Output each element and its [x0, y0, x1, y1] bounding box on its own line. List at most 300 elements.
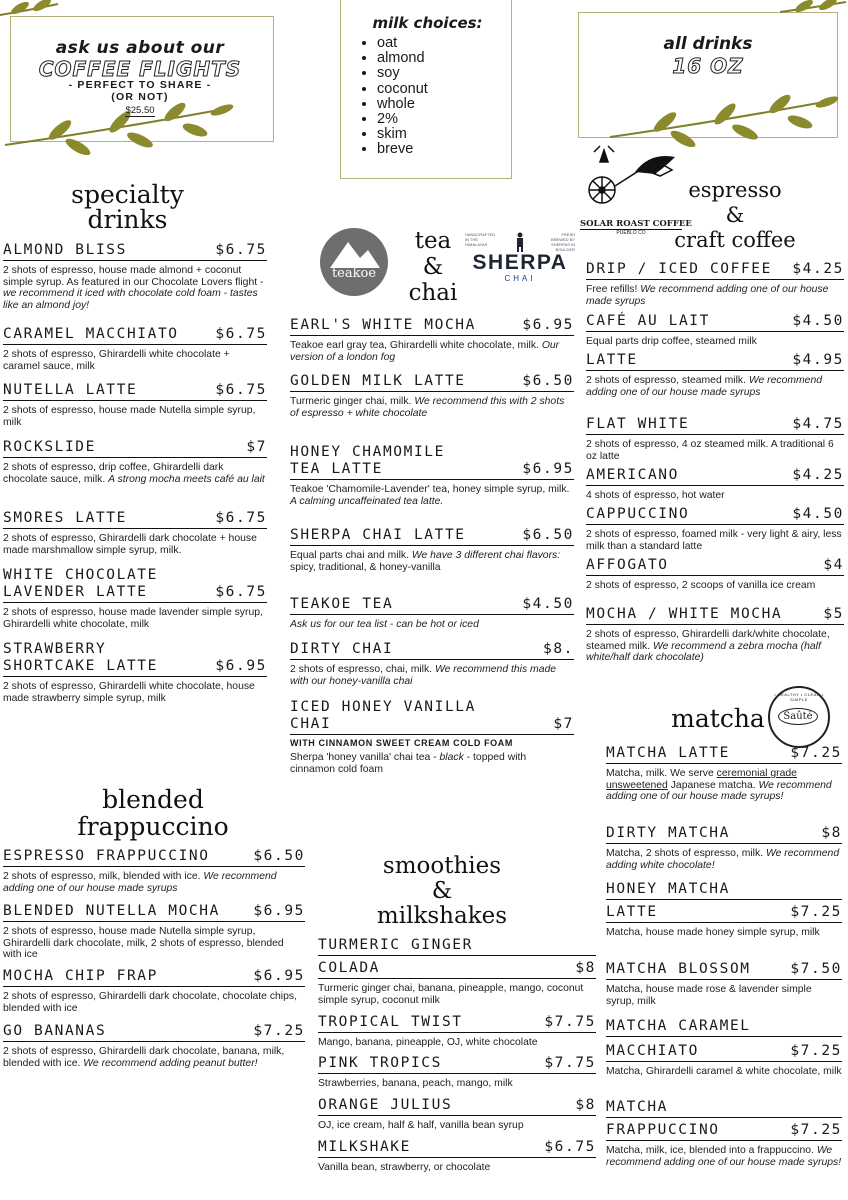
menu-item-description — [586, 439, 844, 462]
menu-item-price: $7.25 — [790, 1043, 842, 1059]
menu-item-price: $7.25 — [790, 904, 842, 920]
menu-item-header — [318, 1097, 596, 1116]
menu-item-description — [3, 991, 305, 1014]
menu-item-price: $6.50 — [253, 848, 305, 864]
description-text: 2 shots of espresso, 2 scoops of vanilla ice cream — [586, 580, 816, 591]
description-text: Teakoe earl gray tea, Ghirardelli white chocolate, milk. — [290, 340, 542, 351]
menu-item-description — [3, 607, 267, 630]
menu-item[interactable] — [606, 961, 842, 1007]
description-text: 2 shots of espresso, Ghirardelli white chocolate + caramel sauce, milk — [3, 349, 230, 372]
menu-item[interactable] — [290, 317, 574, 363]
description-text: Matcha, Ghirardelli caramel & white chocolate, milk — [606, 1066, 842, 1077]
menu-item-name: MATCHA — [606, 1099, 668, 1115]
milk-title: milk choices: — [372, 14, 483, 32]
sherpa-tag-right: FRESH BREWED BY SHERPAS IN BOULDER — [550, 232, 575, 252]
menu-item-name: ORANGE JULIUS — [318, 1097, 453, 1113]
menu-item[interactable] — [290, 373, 574, 419]
menu-item-header — [606, 745, 842, 764]
description-text: - topped with cinnamon cold foam — [290, 752, 527, 775]
menu-item-price: $7.50 — [790, 961, 842, 977]
description-italic: A calming uncaffeinated tea latte. — [290, 495, 444, 507]
menu-item-header — [606, 825, 842, 844]
tea-title-1: tea — [414, 228, 452, 254]
menu-item-description — [290, 340, 574, 363]
menu-item-header — [290, 444, 574, 480]
description-italic: We recommend this made with our honey-vanilla chai — [290, 664, 557, 687]
menu-item-description — [606, 848, 842, 871]
menu-item[interactable] — [586, 313, 844, 348]
menu-item-header — [318, 937, 596, 956]
description-text: 2 shots of espresso, foamed milk - very light & airy, less milk than a standard latte — [586, 529, 842, 552]
description-italic: We recommend adding one of our house made syrups — [3, 871, 277, 894]
size-line1: all drinks — [663, 34, 753, 54]
size-box — [590, 34, 826, 78]
description-text: Sherpa 'honey vanilla' chai tea - — [290, 752, 440, 763]
specialty-title-2: drinks — [87, 205, 168, 234]
menu-item[interactable] — [3, 326, 267, 372]
menu-item-price: $7.25 — [790, 1122, 842, 1138]
blended-title-1: blended — [102, 785, 204, 814]
menu-item-description — [3, 349, 267, 372]
menu-item-header — [290, 699, 574, 735]
menu-item-price: $4.50 — [792, 506, 844, 522]
menu-item-price: $4 — [823, 557, 844, 573]
menu-item-header — [290, 527, 574, 546]
saute-ring-text: • HEALTHY • CLEAN • SIMPLE — [774, 692, 824, 702]
menu-item-description — [606, 927, 842, 939]
menu-item[interactable] — [3, 382, 267, 428]
menu-item-name: STRAWBERRY SHORTCAKE LATTE — [3, 641, 158, 674]
menu-item-description — [318, 1162, 596, 1174]
menu-item[interactable] — [3, 439, 267, 485]
description-text: Teakoe 'Chamomile-Lavender' tea, honey simple syrup, milk. — [290, 484, 570, 495]
smoothies-title-3: milkshakes — [376, 903, 508, 929]
menu-item-name: CAPPUCCINO — [586, 506, 690, 522]
menu-item-name: ESPRESSO FRAPPUCCINO — [3, 848, 210, 864]
tea-title-3: chai — [408, 280, 458, 306]
menu-item-name: LATTE — [586, 352, 638, 368]
menu-item-price: $6.75 — [215, 242, 267, 258]
menu-item-price: $7.75 — [544, 1014, 596, 1030]
menu-item-price: $4.95 — [792, 352, 844, 368]
menu-item-name: TURMERIC GINGER — [318, 937, 473, 953]
menu-item[interactable] — [3, 641, 267, 704]
menu-item[interactable] — [3, 968, 305, 1014]
menu-item-name: ROCKSLIDE — [3, 439, 96, 455]
menu-item-description — [606, 1145, 842, 1168]
description-italic: We recommend adding peanut butter! — [83, 1057, 258, 1069]
description-text: OJ, ice cream, half & half, vanilla bean syrup — [318, 1120, 524, 1131]
milk-option: • breve — [377, 142, 500, 157]
blended-heading — [60, 786, 246, 840]
saute-logo — [768, 686, 830, 748]
espresso-title-1: espresso — [688, 178, 782, 202]
menu-item[interactable] — [586, 467, 844, 502]
menu-item-description — [3, 926, 305, 961]
promo-price — [24, 105, 256, 116]
menu-item[interactable] — [606, 881, 842, 900]
menu-item-header — [318, 1055, 596, 1074]
specialty-title-1: specialty — [71, 180, 184, 209]
menu-item[interactable] — [290, 527, 574, 573]
menu-item-name: BLENDED NUTELLA MOCHA — [3, 903, 220, 919]
menu-item-description — [3, 265, 267, 311]
description-italic: Ask us for our tea list - can be hot or iced — [290, 619, 479, 630]
menu-item-description — [586, 284, 844, 307]
menu-item-header — [606, 961, 842, 980]
menu-item-name: NUTELLA LATTE — [3, 382, 138, 398]
saute-logo-text: Saûté — [778, 708, 818, 725]
menu-item-header — [3, 510, 267, 529]
menu-item-name: SMORES LATTE — [3, 510, 127, 526]
description-italic: We recommend adding one of our house made syrups — [586, 284, 829, 307]
mountain-icon — [320, 228, 388, 296]
menu-item-description — [290, 484, 574, 507]
milk-option: • almond — [377, 51, 500, 66]
description-text: 2 shots of espresso, steamed milk. — [586, 375, 749, 386]
menu-item-price: $7.25 — [790, 745, 842, 761]
sherpa-tag-left: HANDCRAFTED IN THE HIMALAYAS — [465, 232, 496, 247]
description-text: spicy, traditional, & honey-vanilla — [290, 561, 441, 573]
menu-item-header — [318, 960, 596, 979]
menu-item-description — [290, 664, 574, 687]
description-text: 2 shots of espresso, Ghirardelli dark chocolate, banana, milk, blended with ice. — [3, 1046, 285, 1069]
menu-item-description — [3, 462, 267, 485]
menu-item-price: $6.75 — [215, 326, 267, 342]
menu-item-description — [586, 375, 844, 398]
teakoe-logo — [320, 228, 388, 296]
menu-item[interactable] — [290, 596, 574, 631]
menu-item-header — [586, 506, 844, 525]
menu-item-name: MATCHA LATTE — [606, 745, 730, 761]
menu-item-description — [290, 396, 574, 419]
menu-item[interactable] — [586, 557, 844, 592]
description-italic: Our version of a london fog — [290, 340, 560, 363]
tea-title-2: & — [422, 254, 444, 280]
menu-item-price: $6.50 — [522, 373, 574, 389]
menu-item-header — [290, 641, 574, 660]
description-text: Matcha, house made honey simple syrup, milk — [606, 927, 820, 938]
menu-item-price: $6.95 — [253, 968, 305, 984]
menu-item-header — [586, 352, 844, 371]
menu-item-price: $6.75 — [215, 584, 267, 600]
description-text: 2 shots of espresso, chai, milk. — [290, 664, 435, 675]
sherpa-logo — [465, 232, 575, 283]
menu-item-name: MATCHA BLOSSOM — [606, 961, 751, 977]
menu-item-header — [3, 439, 267, 458]
milk-option: • whole — [377, 97, 500, 112]
description-italic: We have 3 different chai flavors: — [411, 550, 561, 561]
menu-item-name: CARAMEL MACCHIATO — [3, 326, 179, 342]
menu-item-header — [318, 1014, 596, 1033]
menu-item[interactable] — [3, 242, 267, 311]
menu-item-name: COLADA — [318, 960, 380, 976]
sherpa-tagline — [465, 232, 575, 252]
menu-item-name: MOCHA CHIP FRAP — [3, 968, 158, 984]
menu-item[interactable] — [606, 1018, 842, 1037]
promo-line2: COFFEE FLIGHTS — [38, 57, 242, 81]
menu-item-description — [586, 580, 844, 592]
menu-item-name: HONEY MATCHA — [606, 881, 730, 897]
milk-option: • oat — [377, 36, 500, 51]
description-italic: We recommend adding white chocolate! — [606, 848, 840, 871]
espresso-title-2: & — [725, 203, 745, 227]
description-text: Matcha, house made rose & lavender simple syrup, milk — [606, 984, 812, 1007]
smoothies-title-2: & — [431, 878, 453, 904]
menu-item-price: $8 — [821, 825, 842, 841]
smoothies-title-1: smoothies — [382, 853, 502, 879]
description-text: 2 shots of espresso, milk, blended with ice. — [3, 871, 204, 882]
description-text: 2 shots of espresso, Ghirardelli white chocolate, house made strawberry simple syrup, milk — [3, 681, 255, 704]
menu-item-header — [318, 1139, 596, 1158]
menu-item[interactable] — [586, 606, 844, 664]
description-text: Turmeric ginger chai, banana, pineapple, mango, coconut simple syrup, coconut milk — [318, 983, 584, 1006]
menu-item-price: $7.75 — [544, 1055, 596, 1071]
menu-item-header — [606, 881, 842, 900]
menu-item-description — [290, 550, 574, 573]
menu-item-name: WHITE CHOCOLATE LAVENDER LATTE — [3, 567, 158, 600]
menu-item-description — [586, 529, 844, 552]
menu-item-header — [3, 326, 267, 345]
description-text: Vanilla bean, strawberry, or chocolate — [318, 1162, 491, 1173]
promo-line3: - PERFECT TO SHARE - — [68, 79, 212, 91]
menu-item-name: ALMOND BLISS — [3, 242, 127, 258]
menu-item-name: DRIP / ICED COFFEE — [586, 261, 772, 277]
description-italic: A strong mocha meets café au lait — [108, 473, 265, 485]
description-italic: We recommend adding one of our house made syrups! — [606, 1145, 842, 1168]
menu-item[interactable] — [290, 641, 574, 687]
menu-item[interactable] — [606, 1099, 842, 1118]
promo-line4: (OR NOT) — [111, 91, 169, 103]
menu-item[interactable] — [3, 510, 267, 556]
description-text: Matcha, milk, ice, blended into a frappuccino. — [606, 1145, 817, 1156]
matcha-heading — [668, 706, 768, 731]
menu-item-description — [606, 984, 842, 1007]
description-text: Mango, banana, pineapple, OJ, white chocolate — [318, 1037, 538, 1048]
menu-item[interactable] — [606, 1122, 842, 1168]
menu-item[interactable] — [3, 1023, 305, 1069]
menu-item-name: MOCHA / WHITE MOCHA — [586, 606, 783, 622]
menu-item[interactable] — [290, 699, 574, 775]
menu-item-header — [3, 968, 305, 987]
menu-item-description — [318, 1120, 596, 1132]
menu-item[interactable] — [3, 848, 305, 894]
menu-item[interactable] — [606, 745, 842, 803]
menu-item-price: $8 — [575, 1097, 596, 1113]
menu-item-price: $7 — [246, 439, 267, 455]
menu-item-name: MILKSHAKE — [318, 1139, 411, 1155]
menu-item-name: TEAKOE TEA — [290, 596, 394, 612]
menu-item-name: AFFOGATO — [586, 557, 669, 573]
menu-item-name: PINK TROPICS — [318, 1055, 442, 1071]
menu-item-header — [606, 1018, 842, 1037]
solar-roast-sub: PUEBLO CO — [616, 230, 646, 236]
menu-item[interactable] — [318, 1055, 596, 1090]
menu-item[interactable] — [586, 416, 844, 462]
description-text: Matcha, 2 shots of espresso, milk. — [606, 848, 766, 859]
menu-item-name: HONEY CHAMOMILE TEA LATTE — [290, 444, 445, 477]
description-italic: black — [439, 752, 464, 763]
description-text: Strawberries, banana, peach, mango, milk — [318, 1078, 513, 1089]
menu-item[interactable] — [606, 904, 842, 939]
menu-item-header — [586, 313, 844, 332]
menu-item-price: $6.95 — [215, 658, 267, 674]
description-italic: We recommend this with 2 shots of espresso + white chocolate — [290, 396, 565, 419]
size-line2: 16 OZ — [672, 54, 744, 78]
menu-item-name: DIRTY MATCHA — [606, 825, 730, 841]
sherpa-logo-text: SHERPA — [472, 251, 568, 274]
leaf-branch-icon — [605, 92, 845, 147]
espresso-title-3: craft coffee — [674, 228, 796, 252]
menu-item[interactable] — [606, 825, 842, 871]
description-italic: We recommend a zebra mocha (half white/half dark chocolate) — [586, 640, 821, 663]
leaf-branch-icon — [780, 0, 848, 22]
menu-item-description — [586, 629, 844, 664]
menu-item-description — [3, 1046, 305, 1069]
description-text: 2 shots of espresso, Ghirardelli dark chocolate + house made marshmallow simple syrup, milk. — [3, 533, 257, 556]
menu-item-header — [290, 373, 574, 392]
milk-option: • coconut — [377, 82, 500, 97]
menu-item-header — [3, 641, 267, 677]
menu-item-price: $4.50 — [792, 313, 844, 329]
description-text: 2 shots of espresso, Ghirardelli dark/white chocolate, steamed milk. — [586, 629, 830, 652]
specialty-heading — [40, 182, 215, 232]
menu-item-description — [606, 1066, 842, 1078]
sherpa-logo-sub: CHAI — [504, 274, 536, 283]
description-text: 2 shots of espresso, house made Nutella simple syrup, Ghirardelli dark chocolate, milk, 2 shots of espresso, blended with ice — [3, 926, 284, 960]
solar-roast-text: SOLAR ROAST COFFEE — [580, 219, 692, 229]
menu-item[interactable] — [3, 567, 267, 630]
description-text: Equal parts drip coffee, steamed milk — [586, 336, 757, 347]
menu-item[interactable] — [318, 937, 596, 956]
menu-item-name: LATTE — [606, 904, 658, 920]
menu-item-description — [3, 405, 267, 428]
menu-item-header — [3, 1023, 305, 1042]
menu-item-price: $6.95 — [253, 903, 305, 919]
description-text: 4 shots of espresso, hot water — [586, 490, 725, 501]
milk-option: • 2% — [377, 112, 500, 127]
description-text: Matcha, milk. We serve — [606, 768, 717, 779]
menu-item-price: $7 — [553, 716, 574, 732]
description-text: 2 shots of espresso, house made almond + coconut simple syrup. As featured in our Chocolate Lovers flight - — [3, 265, 264, 288]
menu-item-price: $4.25 — [792, 261, 844, 277]
menu-item-header — [586, 261, 844, 280]
menu-item-price: $7.25 — [253, 1023, 305, 1039]
description-italic: we recommend it iced with chocolate cold foam - tastes like an almond joy! — [3, 288, 258, 311]
menu-item[interactable] — [586, 506, 844, 552]
menu-item-price: $6.75 — [215, 510, 267, 526]
menu-item-name: SHERPA CHAI LATTE — [290, 527, 466, 543]
menu-item-header — [586, 557, 844, 576]
menu-item-description — [318, 983, 596, 1006]
menu-item-header — [290, 317, 574, 336]
menu-item-header — [606, 904, 842, 923]
menu-item-description — [290, 619, 574, 631]
menu-item-header — [586, 467, 844, 486]
description-text: 2 shots of espresso, house made lavender simple syrup, Ghirardelli white chocolate, milk — [3, 607, 263, 630]
menu-item-name: FLAT WHITE — [586, 416, 690, 432]
menu-item-description — [3, 533, 267, 556]
menu-item[interactable] — [586, 352, 844, 398]
description-text: 2 shots of espresso, house made Nutella simple syrup, milk — [3, 405, 256, 428]
leaf-branch-icon — [0, 0, 60, 22]
menu-item-name: CAFÉ AU LAIT — [586, 313, 710, 329]
menu-item-description — [318, 1037, 596, 1049]
menu-item[interactable] — [586, 261, 844, 307]
menu-item-description — [3, 681, 267, 704]
espresso-heading — [660, 178, 810, 253]
menu-item-price: $4.75 — [792, 416, 844, 432]
menu-item-price: $5 — [823, 606, 844, 622]
menu-item-price: $6.50 — [522, 527, 574, 543]
milk-list — [355, 36, 500, 158]
description-text: Turmeric ginger chai, milk. — [290, 396, 415, 407]
menu-item-price: $6.75 — [215, 382, 267, 398]
menu-item-description — [318, 1078, 596, 1090]
blended-title-2: frappuccino — [77, 812, 229, 841]
menu-item-header — [586, 416, 844, 435]
menu-item-header — [606, 1122, 842, 1141]
menu-item-name: ICED HONEY VANILLA CHAI — [290, 699, 476, 732]
description-text: 2 shots of espresso, drip coffee, Ghirardelli dark chocolate sauce, milk. — [3, 462, 224, 485]
menu-item-price: $6.95 — [522, 317, 574, 333]
menu-item-price: $8. — [543, 641, 574, 657]
menu-item-price: $6.75 — [544, 1139, 596, 1155]
menu-item-description — [586, 336, 844, 348]
menu-item-name: MACCHIATO — [606, 1043, 699, 1059]
menu-item-price: $4.50 — [522, 596, 574, 612]
menu-item-subtitle: WITH CINNAMON SWEET CREAM COLD FOAM — [290, 738, 513, 748]
description-text: 2 shots of espresso, Ghirardelli dark chocolate, chocolate chips, blended with ice — [3, 991, 297, 1014]
menu-item[interactable] — [290, 444, 574, 507]
sherpa-figure-icon — [512, 232, 528, 252]
menu-item-header — [3, 242, 267, 261]
description-text: Free refills! — [586, 284, 641, 295]
menu-item-price: $6.95 — [522, 461, 574, 477]
menu-item-header — [3, 903, 305, 922]
tea-heading — [394, 228, 472, 306]
milk-option: • skim — [377, 127, 500, 142]
milk-option: • soy — [377, 66, 500, 81]
menu-item[interactable] — [3, 903, 305, 961]
promo-price-value: $25.50 — [125, 105, 155, 116]
promo-line1: ask us about our — [55, 38, 225, 58]
menu-item-name: AMERICANO — [586, 467, 679, 483]
menu-item-description — [290, 752, 574, 775]
menu-item[interactable] — [318, 1097, 596, 1132]
menu-item-name: DIRTY CHAI — [290, 641, 394, 657]
menu-item-header — [606, 1043, 842, 1062]
promo-box — [24, 38, 256, 116]
smoothies-heading — [362, 854, 522, 929]
menu-item[interactable] — [318, 960, 596, 1006]
menu-item[interactable] — [318, 1139, 596, 1174]
menu-item-name: MATCHA CARAMEL — [606, 1018, 751, 1034]
menu-item[interactable] — [318, 1014, 596, 1049]
menu-item-header — [290, 596, 574, 615]
menu-item-description — [606, 768, 842, 803]
menu-item-header — [3, 382, 267, 401]
description-text: Equal parts chai and milk. — [290, 550, 412, 561]
menu-item-name: FRAPPUCCINO — [606, 1122, 720, 1138]
menu-item-name: EARL'S WHITE MOCHA — [290, 317, 476, 333]
teakoe-logo-text: teakoe — [331, 266, 377, 281]
description-italic: We recommend adding one of our house made syrups — [586, 375, 823, 398]
description-text: 2 shots of espresso, 4 oz steamed milk. A traditional 6 oz latte — [586, 439, 834, 462]
menu-item-header — [3, 567, 267, 603]
menu-item[interactable] — [606, 1043, 842, 1078]
menu-item-header — [586, 606, 844, 625]
